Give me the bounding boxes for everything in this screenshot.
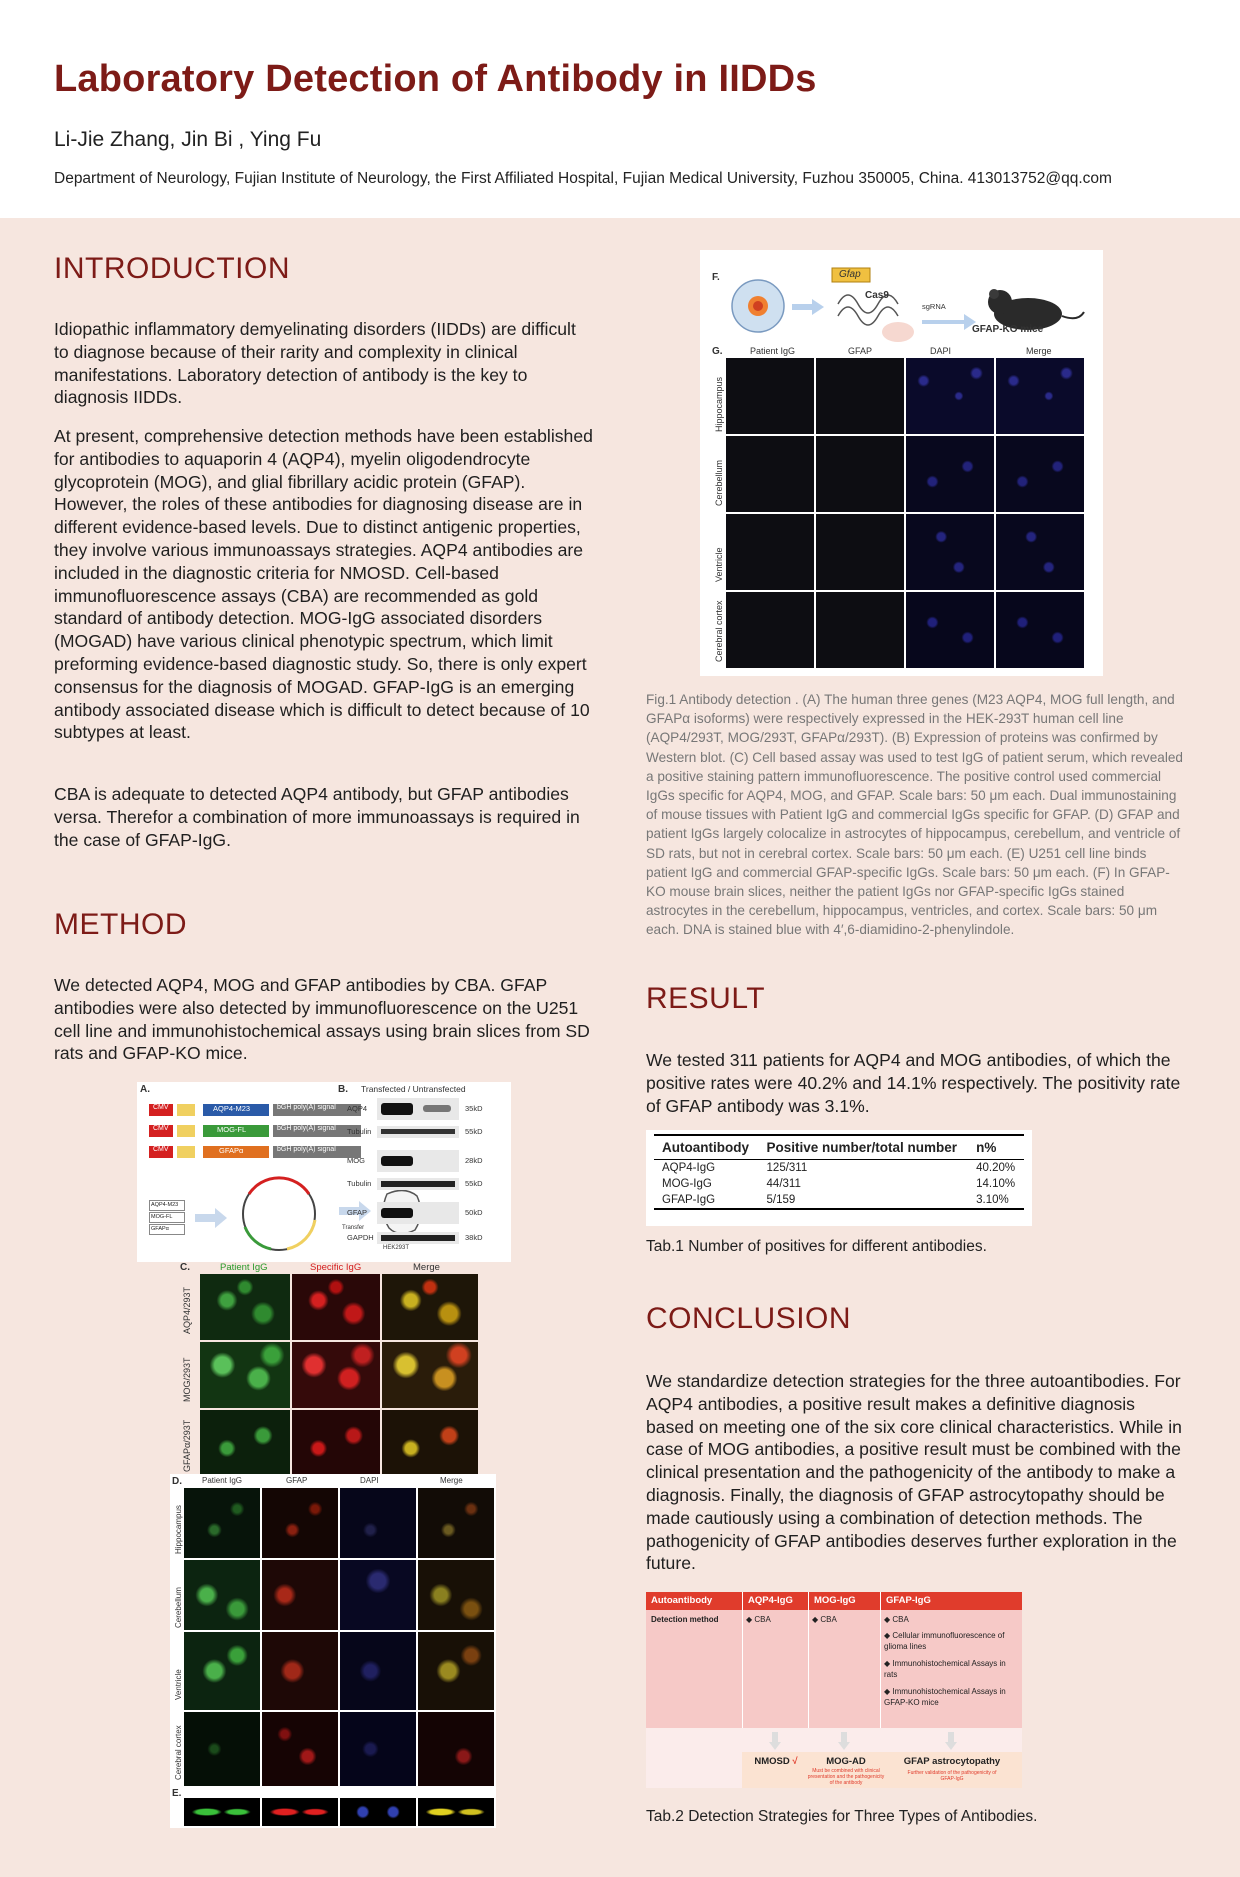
outcome-mog: MOG-AD [826, 1756, 866, 1767]
figure-panel-fg [700, 250, 1103, 676]
table-row [654, 1192, 1024, 1209]
table-2-header: Autoantibody [646, 1592, 742, 1610]
method-item: ◆ CBA [812, 1615, 837, 1624]
outcome-nmosd [746, 1756, 806, 1767]
table-2-cell [646, 1610, 742, 1728]
construct-row-2 [149, 1125, 379, 1137]
gene-label: Gfap [839, 269, 861, 280]
micrograph [262, 1560, 338, 1630]
row-label: Ventricle [714, 547, 724, 582]
row-label: Hippocampus [174, 1505, 183, 1554]
table-1-grid [654, 1134, 1024, 1210]
micrograph [996, 358, 1084, 434]
col-label: GFAP [286, 1476, 308, 1485]
table-2-header: GFAP-IgG [880, 1592, 1022, 1610]
micrograph [340, 1798, 416, 1826]
col-label: Merge [413, 1262, 440, 1273]
outcome-label: NMOSD [754, 1756, 790, 1767]
figure-panel-c [180, 1262, 480, 1474]
arrow-down-icon [945, 1732, 957, 1750]
col-label: Merge [440, 1476, 463, 1485]
row-label: Ventricle [174, 1669, 183, 1700]
row-label: Cerebellum [174, 1587, 183, 1628]
row-label: Cerebral cortex [714, 600, 724, 662]
table-cell: 40.20% [976, 1162, 1016, 1174]
blot-header: Transfected / Untransfected [361, 1084, 466, 1094]
construct-label: GFAPα [219, 1146, 244, 1155]
table-2 [646, 1592, 1022, 1788]
table-header: Autoantibody [654, 1135, 759, 1160]
table-2-cell [808, 1610, 880, 1728]
arrow-down-icon [838, 1732, 850, 1750]
table-cell: 3.10% [968, 1192, 1024, 1209]
row-label: Hippocampus [714, 376, 724, 432]
col-label: Patient IgG [202, 1476, 243, 1485]
micrograph [340, 1488, 416, 1558]
micrograph [262, 1488, 338, 1558]
micrograph [262, 1798, 338, 1826]
panel-b-label: B. [338, 1084, 348, 1095]
micrograph [340, 1712, 416, 1786]
micrograph [262, 1712, 338, 1786]
sgrna-label: sgRNA [922, 302, 946, 311]
table-row [654, 1176, 1024, 1192]
panel-a-label: A. [140, 1084, 150, 1095]
panel-c-label: C. [180, 1262, 190, 1273]
arrow-down-icon [769, 1732, 781, 1750]
signal-label: bGH poly(A) signal [277, 1146, 336, 1153]
cell-line-label: HEK293T [383, 1245, 410, 1251]
plasmid-item: AQP4-M23 [149, 1200, 185, 1211]
cmv-label: CMV [153, 1104, 169, 1111]
micrograph [418, 1488, 494, 1558]
micrograph [292, 1410, 380, 1474]
blot-kd: 35kD [465, 1104, 483, 1113]
col-label: Patient IgG [220, 1262, 268, 1273]
table-header: Positive number/total number [759, 1135, 969, 1160]
panel-g-label: G. [712, 346, 723, 357]
table-2-header: AQP4-IgG [742, 1592, 808, 1610]
micrograph [418, 1798, 494, 1826]
micrograph [816, 592, 904, 668]
micrograph [382, 1410, 478, 1474]
panel-f-label: F. [712, 272, 720, 283]
micrograph [340, 1560, 416, 1630]
construct-row-1 [149, 1104, 379, 1116]
check-mark: √ [792, 1756, 798, 1767]
micrograph [816, 436, 904, 512]
micrograph [262, 1632, 338, 1710]
panel-d-label: D. [172, 1476, 182, 1487]
introduction-heading: INTRODUCTION [54, 252, 290, 285]
poster-title: Laboratory Detection of Antibody in IIDDs [54, 58, 817, 100]
micrograph [816, 514, 904, 590]
method-item: ◆ Immunohistochemical Assays in GFAP-KO mice [884, 1687, 1006, 1707]
conclusion-heading: CONCLUSION [646, 1302, 852, 1335]
table-cell: 5/159 [759, 1192, 969, 1209]
table-cell: GFAP-IgG [654, 1192, 759, 1209]
micrograph [906, 436, 994, 512]
micrograph [200, 1410, 290, 1474]
method-item: ◆ Immunohistochemical Assays in rats [884, 1659, 1006, 1679]
construct-label: MOG-FL [217, 1125, 247, 1134]
micrograph [184, 1488, 260, 1558]
method-item: ◆ CBA [746, 1615, 771, 1624]
construct-row-3 [149, 1146, 379, 1158]
outcome-gfap: GFAP astrocytopathy [903, 1756, 1001, 1767]
author-list: Li-Jie Zhang, Jin Bi , Ying Fu [54, 128, 322, 151]
table-cell: 44/311 [766, 1178, 801, 1190]
micrograph [816, 358, 904, 434]
micrograph [200, 1342, 290, 1408]
blot-label: Tubulin [347, 1179, 372, 1188]
row-label: AQP4/293T [182, 1286, 192, 1334]
col-label: Specific IgG [310, 1262, 362, 1273]
western-blots [347, 1096, 507, 1260]
table-1-caption: Tab.1 Number of positives for different antibodies. [646, 1238, 987, 1255]
table-header: n% [968, 1135, 1024, 1160]
micrograph [418, 1560, 494, 1630]
cmv-label: CMV [153, 1125, 169, 1132]
micrograph [726, 436, 814, 512]
micrograph [418, 1712, 494, 1786]
col-label: DAPI [360, 1476, 379, 1485]
table-cell: AQP4-IgG [662, 1162, 716, 1174]
figure-panel-de [170, 1474, 496, 1828]
table-row [654, 1160, 1024, 1177]
blot-kd: 28kD [465, 1156, 483, 1165]
blot-kd: 50kD [465, 1208, 483, 1217]
conclusion-paragraph: We standardize detection strategies for the three autoantibodies. For AQP4 antibodies, a positive result makes a definitive diagnosis based on meeting one of the six core clinical characteristics. While in case of MOG antibodies, a positive result must be combined with the clinical presentation and the pathogenicity of the antibody to make a diagnosis. Finally, the diagnosis of GFAP astrocytopathy should be made cautiously using a combination of detection methods. The pathogenicity of GFAP antibodies deserves further exploration in the future. [646, 1371, 1182, 1574]
micrograph [906, 592, 994, 668]
micrograph [726, 592, 814, 668]
transfer-label: Transfer [342, 1225, 365, 1231]
table-1 [646, 1130, 1032, 1226]
micrograph [184, 1560, 260, 1630]
cmv-label: CMV [153, 1146, 169, 1153]
row-label: MOG/293T [182, 1357, 192, 1402]
plasmid-item: MOG-FL [149, 1212, 185, 1223]
plasmid-item: GFAPα [149, 1224, 185, 1235]
cas9-label: Cas9 [865, 290, 889, 301]
blot-kd: 38kD [465, 1233, 483, 1242]
affiliation: Department of Neurology, Fujian Institute of Neurology, the First Affiliated Hospital, Fujian Medical University, Fuzhou 350005, China. 413013752@qq.com [54, 170, 1112, 187]
plasmid-diagram [187, 1172, 337, 1257]
mouse-label: GFAP-KO mice [972, 324, 1044, 335]
figure-panel-ab [137, 1082, 511, 1262]
method-paragraph: We detected AQP4, MOG and GFAP antibodies by CBA. GFAP antibodies were also detected by immunofluorescence on the U251 cell line and immunohistochemical assays using brain slices from SD rats and GFAP-KO mice. [54, 975, 590, 1064]
blot-kd: 55kD [465, 1127, 483, 1136]
blot-label: MOG [347, 1156, 365, 1165]
plasmid-list [149, 1200, 185, 1235]
blot-kd: 55kD [465, 1179, 483, 1188]
result-heading: RESULT [646, 982, 766, 1015]
method-heading: METHOD [54, 908, 187, 941]
micrograph [418, 1632, 494, 1710]
micrograph [382, 1342, 478, 1408]
result-paragraph: We tested 311 patients for AQP4 and MOG antibodies, of which the positive rates were 40.2% and 14.1% respectively. The positivity rate of GFAP antibody was 3.1%. [646, 1050, 1181, 1116]
micrograph [184, 1632, 260, 1710]
micrograph [726, 514, 814, 590]
micrograph [382, 1274, 478, 1340]
outcome-note: Further validation of the pathogenicity of GFAP-IgG [907, 1770, 997, 1782]
method-item: ◆ CBA [884, 1615, 909, 1624]
blot-label: AQP4 [347, 1104, 368, 1113]
panel-e-label: E. [172, 1788, 182, 1799]
micrograph [292, 1274, 380, 1340]
method-item: ◆ Cellular immunofluorescence of glioma lines [884, 1631, 1005, 1651]
knockout-schematic [728, 264, 1088, 350]
table-cell: MOG-IgG [662, 1178, 712, 1190]
col-label: GFAP [848, 346, 873, 356]
micrograph [184, 1712, 260, 1786]
col-label: Patient IgG [750, 346, 796, 356]
introduction-paragraph-3: CBA is adequate to detected AQP4 antibody, but GFAP antibodies versa. Therefor a combination of more immunoassays is required in the case of GFAP-IgG. [54, 784, 580, 850]
micrograph [184, 1798, 260, 1826]
micrograph [996, 436, 1084, 512]
construct-label: AQP4-M23 [213, 1104, 251, 1113]
col-label: Merge [1026, 346, 1052, 356]
micrograph [996, 592, 1084, 668]
row-label: Cerebral cortex [174, 1725, 183, 1780]
table-2-cell [742, 1610, 808, 1728]
micrograph [340, 1632, 416, 1710]
micrograph [200, 1274, 290, 1340]
signal-label: bGH poly(A) signal [277, 1104, 336, 1111]
table-2-header: MOG-IgG [808, 1592, 880, 1610]
table-cell: 14.10% [976, 1178, 1016, 1190]
blot-label: GAPDH [347, 1233, 374, 1242]
figure-1-caption: Fig.1 Antibody detection . (A) The human three genes (M23 AQP4, MOG full length, and GFAPα isoforms) were respectively expressed in the HEK-293T human cell line (AQP4/293T, MOG/293T, GFAPα/293T). (B) Expression of proteins was confirmed by Western blot. (C) Cell based assay was used to test IgG of patient serum, which revealed a positive staining pattern immunofluorescence. The positive control used commercial IgGs specific for AQP4, MOG, and GFAP. Scale bars: 50 μm each. Dual immunostaining of mouse tissues with Patient IgG and commercial IgGs specific for GFAP. (D) GFAP and patient IgGs largely colocalize in astrocytes of hippocampus, cerebellum, and ventricle of SD rats, but not in cerebral cortex. Scale bars: 50 μm each. (E) U251 cell line binds patient IgG and commercial GFAP-specific IgGs. Scale bars: 50 μm each. (F) In GFAP-KO mouse brain slices, neither the patient IgGs nor GFAP-specific IgGs stained astrocytes in the cerebellum, hippocampus, ventricles, and cortex. Scale bars: 50 μm each. DNA is stained blue with 4′,6-diamidino-2-phenylindole. [646, 692, 1183, 938]
introduction-paragraph-1: Idiopathic inflammatory demyelinating disorders (IIDDs) are difficult to diagnose because of their rarity and complexity in clinical manifestations. Laboratory detection of antibody is the key to diagnosis IIDDs. [54, 319, 576, 408]
row-label: GFAPα/293T [182, 1419, 192, 1472]
col-label: DAPI [930, 346, 952, 356]
poster-header [0, 0, 1240, 218]
micrograph [292, 1342, 380, 1408]
introduction-paragraph-2: At present, comprehensive detection methods have been established for antibodies to aquaporin 4 (AQP4), myelin oligodendrocyte glycoprotein (MOG), and glial fibrillary acidic protein (GFAP). However, the roles of these antibodies for diagnosing disease are in different evidence-based levels. Due to distinct antigenic properties, they involve various immunoassays strategies. AQP4 antibodies are included in the diagnostic criteria for NMOSD. Cell-based immunofluorescence assays (CBA) are recommended as gold standard of antibody detection. MOG-IgG associated disorders (MOGAD) have various clinical phenotypic spectrum, which limit preforming evidence-based diagnostic study. So, there is only expert consensus for the diagnosis of MOGAD. GFAP-IgG is an emerging antibody associated disease which is difficult to detect because of 10 subtypes at least. [54, 426, 593, 743]
blot-label: Tubulin [347, 1127, 372, 1136]
micrograph [906, 514, 994, 590]
table-cell: 125/311 [766, 1162, 808, 1174]
row-label: Detection method [651, 1615, 719, 1624]
row-label: Cerebellum [714, 459, 724, 506]
blot-label: GFAP [347, 1208, 368, 1217]
micrograph [906, 358, 994, 434]
table-2-caption: Tab.2 Detection Strategies for Three Types of Antibodies. [646, 1808, 1038, 1825]
micrograph [726, 358, 814, 434]
outcome-note: Must be combined with clinical presentation and the pathogenicity of the antibody [807, 1768, 885, 1786]
signal-label: bGH poly(A) signal [277, 1125, 336, 1132]
micrograph [996, 514, 1084, 590]
